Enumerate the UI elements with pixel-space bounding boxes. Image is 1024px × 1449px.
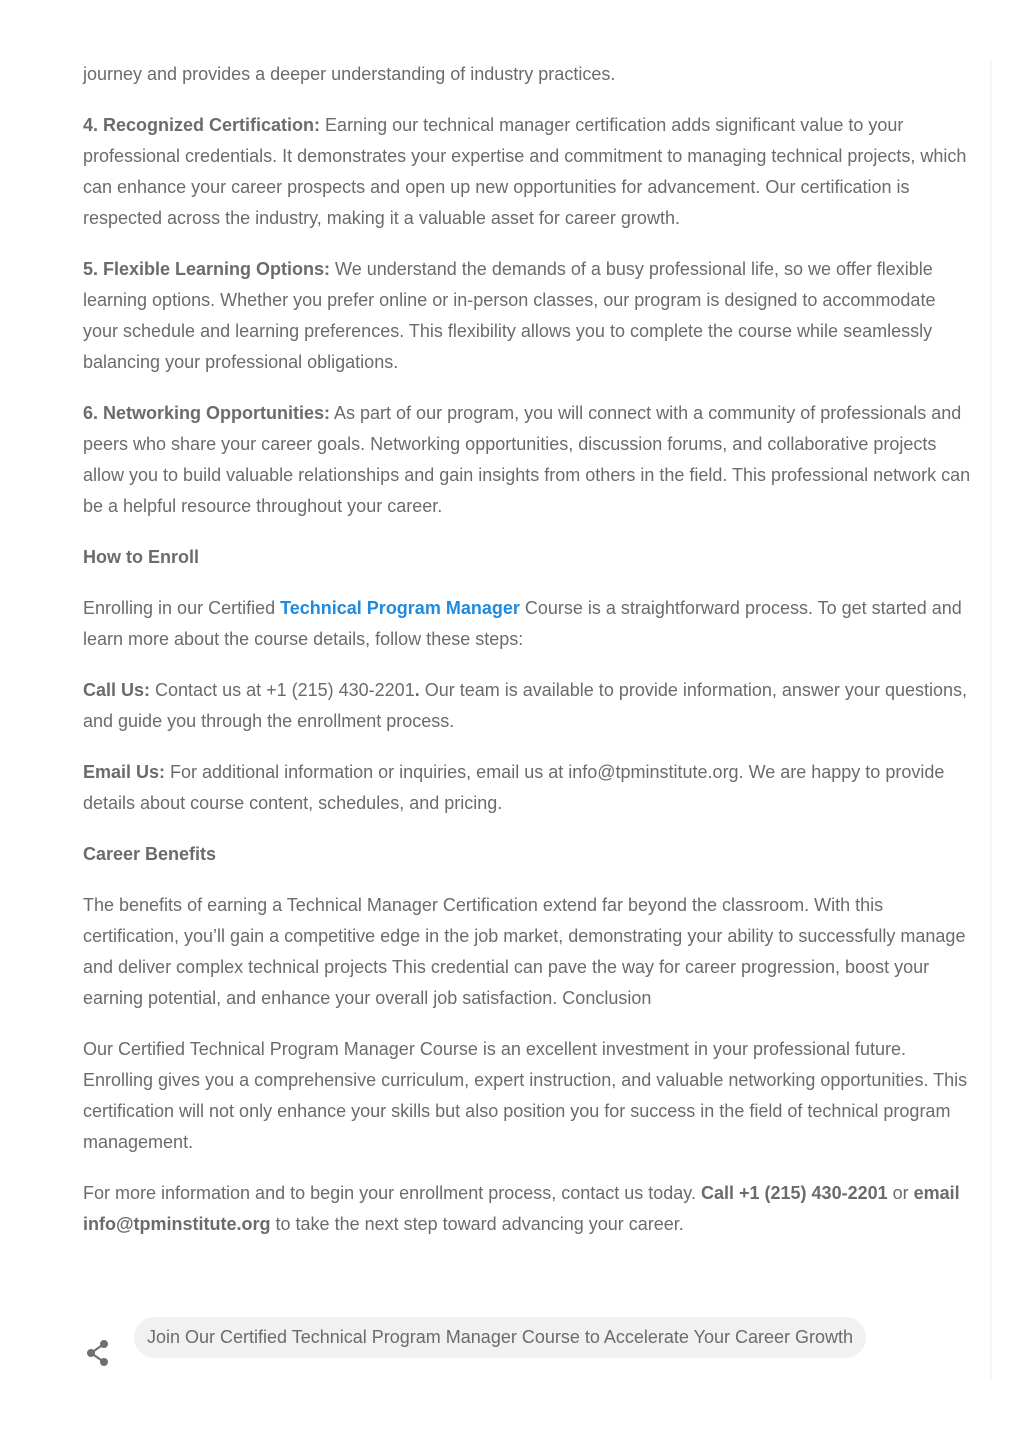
enroll-heading: How to Enroll	[83, 547, 199, 567]
benefit-item-4-title: 4. Recognized Certification:	[83, 115, 321, 135]
share-icon[interactable]	[83, 1338, 113, 1368]
email-us-label: Email Us:	[83, 762, 166, 782]
tag-join-course[interactable]: Join Our Certified Technical Program Manager Course to Accelerate Your Career Growth	[134, 1317, 866, 1358]
email-us-step	[83, 757, 973, 819]
career-benefits-heading: Career Benefits	[83, 844, 217, 864]
call-us-step: Call Us: Contact us at +1 (215) 430-2201. Our team is available to provide information, answer your questions, and guide you through the enrollment process.	[83, 680, 968, 731]
article-body	[83, 59, 973, 1260]
call-us-label: Call Us:	[83, 680, 151, 700]
career-benefits-paragraph: The benefits of earning a Technical Manager Certification extend far beyond the classroom. With this certification, you’ll gain a competitive edge in the job market, demonstrating your ability to successfully manage and deliver complex technical projects This credential can pave the way for career progression, boost your earning potential, and enhance your overall job satisfaction. Conclusion	[83, 895, 966, 1008]
benefit-item-6-text: As part of our program, you will connect with a community of professionals and peers who share your career goals. Networking opportunities, discussion forums, and collaborative projects allow you to build valuable relationships and gain insights from others in the field. This professional network can be a helpful resource throughout your career.	[83, 403, 971, 516]
cta-call: Call +1 (215) 430-2201	[700, 1183, 888, 1203]
benefit-item-5-text: We understand the demands of a busy professional life, so we offer flexible learning options. Whether you prefer online or in-person classes, our program is designed to accommodate your schedule and learning preferences. This flexibility allows you to complete the course while seamlessly balancing your professional obligations.	[83, 259, 936, 372]
benefit-item-5	[83, 254, 973, 378]
conclusion-paragraph: Our Certified Technical Program Manager Course is an excellent investment in your professional future. Enrolling gives you a comprehensive curriculum, expert instruction, and valuable networking opportunities. This certification will not only enhance your skills but also position you for success in the field of technical program management.	[83, 1039, 968, 1152]
enroll-intro: Enrolling in our Certified Technical Program Manager Course is a straightforward process. To get started and learn more about the course details, follow these steps:	[83, 598, 962, 649]
page-edge	[990, 60, 992, 1380]
call-to-action: For more information and to begin your enrollment process, contact us today. Call +1 (215) 430-2201 or email info@tpminstitute.org to take the next step toward advancing your career.	[83, 1183, 960, 1234]
share-icon-graphic	[83, 1338, 113, 1368]
benefit-item-4-text: Earning our technical manager certification adds significant value to your professional credentials. It demonstrates your expertise and commitment to managing technical projects, which can enhance your career prospects and open up new opportunities for advancement. Our certification is respected across the industry, making it a valuable asset for career growth.	[83, 115, 967, 228]
tpm-course-link[interactable]: Technical Program Manager	[280, 598, 520, 618]
benefit-item-4	[83, 110, 973, 234]
benefit-item-6-title: 6. Networking Opportunities:	[83, 403, 331, 423]
benefit-item-5-title: 5. Flexible Learning Options:	[83, 259, 331, 279]
email-us-text: For additional information or inquiries, email us at info@tpminstitute.org. We are happy to provide details about course content, schedules, and pricing.	[83, 762, 945, 813]
intro-tail: journey and provides a deeper understanding of industry practices.	[83, 64, 616, 84]
call-us-phone-text: Contact us at +1 (215) 430-2201	[150, 680, 415, 700]
cta-email: email info@tpminstitute.org	[83, 1183, 960, 1234]
article-footer	[83, 1306, 866, 1368]
benefit-item-6	[83, 398, 973, 522]
